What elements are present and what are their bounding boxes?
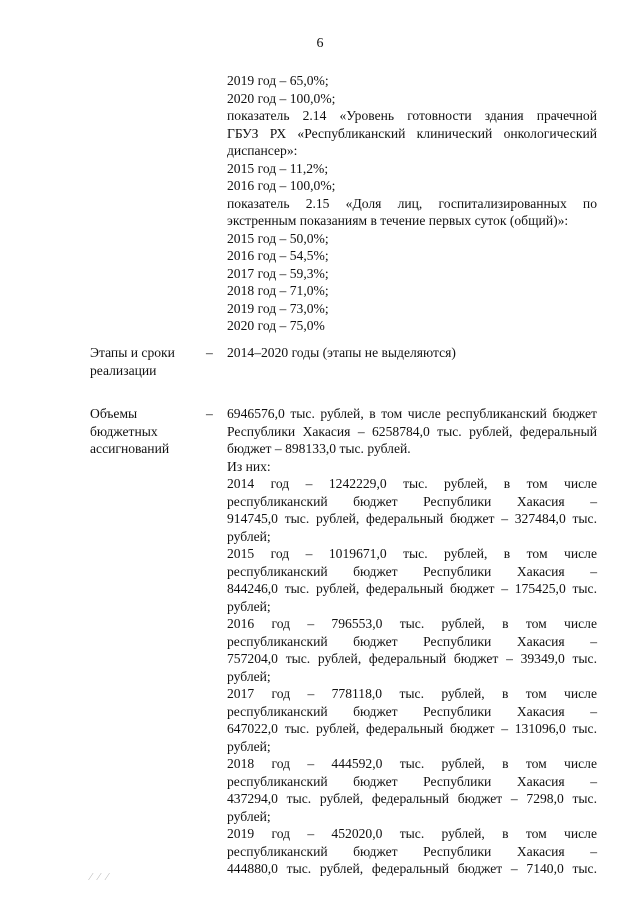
text-line: республиканский бюджет Республики Хакасия – <box>227 773 597 789</box>
text-line: 757204,0 тыс. рублей, федеральный бюджет – 39349,0 тыс. <box>227 651 597 666</box>
text-line: 2018 год – 444592,0 тыс. рублей, в том числе <box>227 756 597 771</box>
text-line: 914745,0 тыс. рублей, федеральный бюджет – 327484,0 тыс. <box>227 511 597 526</box>
text-line: 2019 год – 65,0%; <box>227 73 329 88</box>
text-line: 647022,0 тыс. рублей, федеральный бюджет – 131096,0 тыс. <box>227 721 597 736</box>
scan-mark: ⁄ ⁄ ⁄ <box>90 872 111 883</box>
text-line: рублей; <box>227 528 271 544</box>
text-line: 2020 год – 75,0% <box>227 318 325 333</box>
indicators-block <box>227 72 597 335</box>
text-line: республиканский бюджет Республики Хакасия – <box>227 493 597 509</box>
text-line: 2017 год – 59,3%; <box>227 265 329 281</box>
label-line: бюджетных <box>90 423 158 439</box>
text-line: диспансер»: <box>227 143 298 158</box>
text-line: 6946576,0 тыс. рублей, в том числе республиканский бюджет <box>227 406 597 421</box>
text-line: Республики Хакасия – 6258784,0 тыс. рублей, федеральный <box>227 423 597 439</box>
text-line: 437294,0 тыс. рублей, федеральный бюджет – 7298,0 тыс. <box>227 791 597 806</box>
budget-label <box>90 405 200 458</box>
text-line: рублей; <box>227 668 271 684</box>
text-line: рублей; <box>227 738 271 754</box>
label-line: Этапы и сроки <box>90 345 175 360</box>
text-line: ГБУЗ РХ «Республиканский клинический онкологический <box>227 125 597 141</box>
label-line: ассигнований <box>90 441 170 456</box>
text-line: республиканский бюджет Республики Хакасия – <box>227 633 597 649</box>
dash: – <box>206 406 213 421</box>
text-line: республиканский бюджет Республики Хакасия – <box>227 843 597 859</box>
text-line: республиканский бюджет Республики Хакасия – <box>227 563 597 579</box>
text-line: бюджет – 898133,0 тыс. рублей. <box>227 441 411 456</box>
text-line: республиканский бюджет Республики Хакасия – <box>227 703 597 719</box>
budget-text <box>227 405 597 878</box>
text-line: 844246,0 тыс. рублей, федеральный бюджет – 175425,0 тыс. <box>227 581 597 596</box>
text-line: 2016 год – 100,0%; <box>227 178 336 193</box>
text-line: 2015 год – 11,2%; <box>227 160 329 176</box>
dash: – <box>206 345 213 360</box>
label-line: Объемы <box>90 406 138 421</box>
text-line: 2014 год – 1242229,0 тыс. рублей, в том числе <box>227 476 597 491</box>
text-line: 2017 год – 778118,0 тыс. рублей, в том числе <box>227 686 597 701</box>
text-line: 2016 год – 54,5%; <box>227 248 329 263</box>
page-number: 6 <box>316 36 324 51</box>
text-line: 2019 год – 73,0%; <box>227 300 329 316</box>
text-line: 2015 год – 50,0%; <box>227 230 329 246</box>
label-line: реализации <box>90 362 157 378</box>
text-line: экстренным показаниям в течение первых суток (общий)»: <box>227 213 569 228</box>
stages-label <box>90 344 200 379</box>
text-line: 2018 год – 71,0%; <box>227 283 329 298</box>
text-line: 444880,0 тыс. рублей, федеральный бюджет – 7140,0 тыс. <box>227 861 597 876</box>
text-line: показатель 2.15 «Доля лиц, госпитализированных по <box>227 195 597 211</box>
text-line: 2020 год – 100,0%; <box>227 90 336 106</box>
text-line: показатель 2.14 «Уровень готовности здания прачечной <box>227 108 597 123</box>
text-line: Из них: <box>227 458 271 474</box>
text-line: 2015 год – 1019671,0 тыс. рублей, в том числе <box>227 546 597 561</box>
text-line: рублей; <box>227 598 271 614</box>
stages-text: 2014–2020 годы (этапы не выделяются) <box>227 345 456 360</box>
text-line: рублей; <box>227 808 271 824</box>
text-line: 2019 год – 452020,0 тыс. рублей, в том числе <box>227 826 597 841</box>
text-line: 2016 год – 796553,0 тыс. рублей, в том числе <box>227 616 597 631</box>
